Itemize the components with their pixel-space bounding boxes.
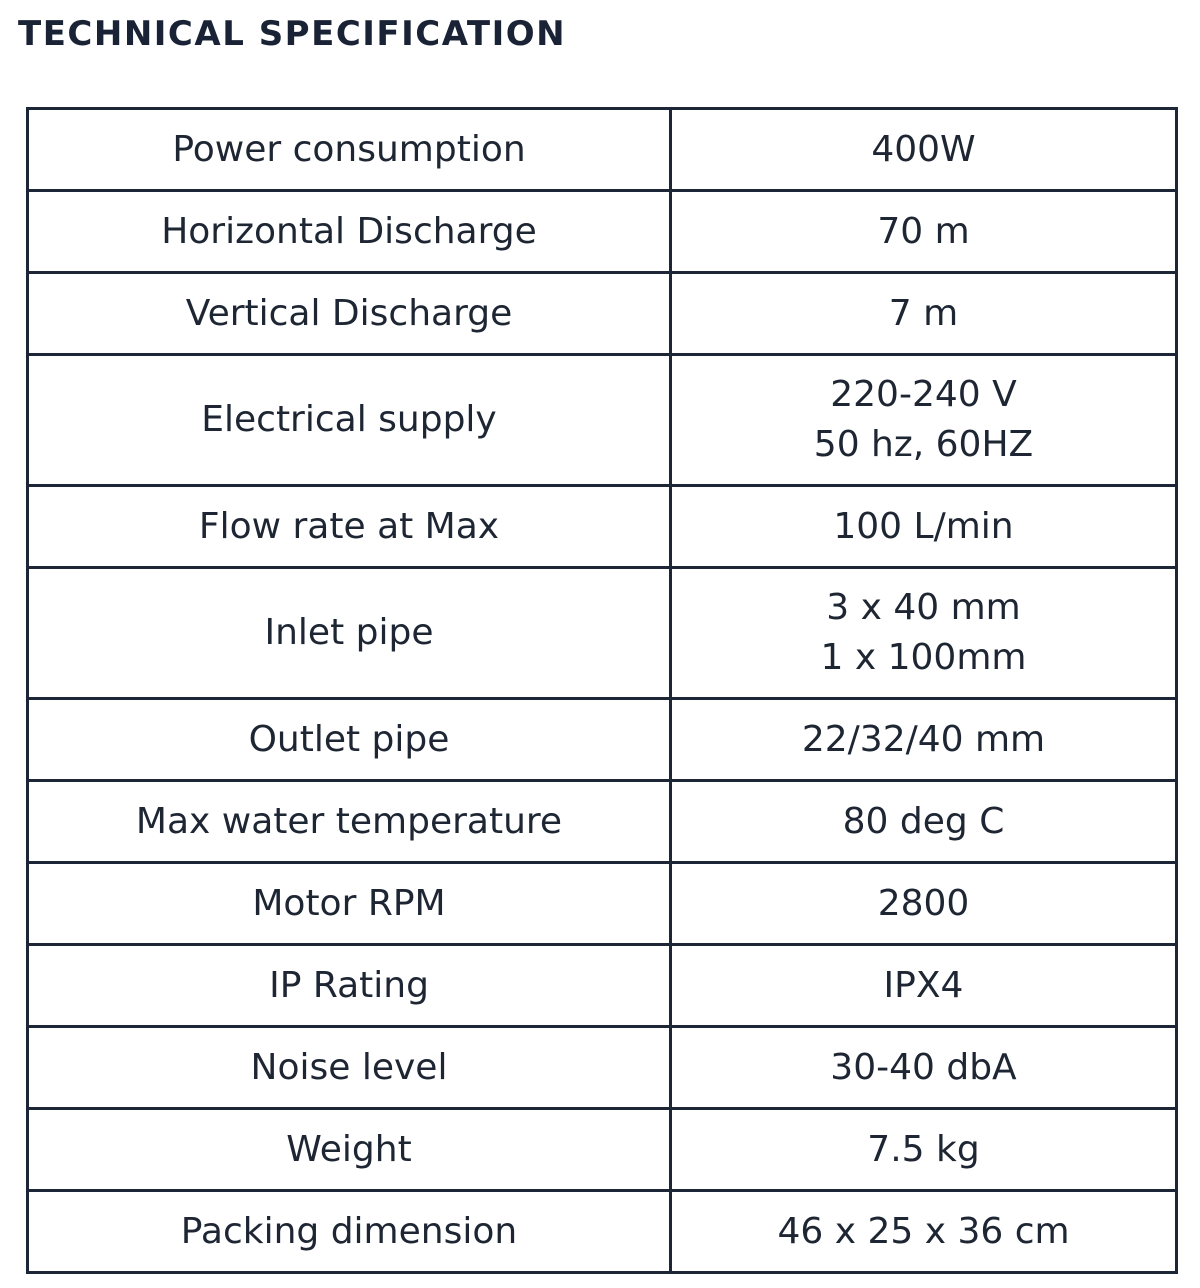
spec-value: 30-40 dbA [671,1027,1177,1109]
spec-value: 7 m [671,273,1177,355]
spec-row-max-water-temperature [28,781,1177,863]
spec-label: Inlet pipe [28,568,671,699]
spec-label: Max water temperature [28,781,671,863]
spec-value: 70 m [671,191,1177,273]
spec-row-power [28,109,1177,191]
spec-label: Vertical Discharge [28,273,671,355]
spec-value: IPX4 [671,945,1177,1027]
spec-label: Horizontal Discharge [28,191,671,273]
spec-value: 2800 [671,863,1177,945]
spec-row-outlet-pipe [28,699,1177,781]
spec-label: Noise level [28,1027,671,1109]
spec-label: Motor RPM [28,863,671,945]
spec-row-noise-level [28,1027,1177,1109]
spec-row-inlet-pipe [28,568,1177,699]
spec-row-horizontal-discharge [28,191,1177,273]
spec-value: 80 deg C [671,781,1177,863]
spec-row-motor-rpm [28,863,1177,945]
spec-value: 3 x 40 mm 1 x 100mm [671,568,1177,699]
spec-value: 400W [671,109,1177,191]
spec-label: Weight [28,1109,671,1191]
page-title: TECHNICAL SPECIFICATION [18,14,567,54]
spec-row-ip-rating [28,945,1177,1027]
spec-label: Packing dimension [28,1191,671,1273]
spec-row-packing-dimension [28,1191,1177,1273]
spec-row-weight [28,1109,1177,1191]
spec-value: 7.5 kg [671,1109,1177,1191]
spec-value: 46 x 25 x 36 cm [671,1191,1177,1273]
spec-label: Flow rate at Max [28,486,671,568]
spec-value: 220-240 V 50 hz, 60HZ [671,355,1177,486]
spec-value: 22/32/40 mm [671,699,1177,781]
spec-value: 100 L/min [671,486,1177,568]
spec-table [26,107,1178,1274]
spec-row-flow-rate [28,486,1177,568]
spec-label: Electrical supply [28,355,671,486]
spec-label: Outlet pipe [28,699,671,781]
spec-row-electrical-supply [28,355,1177,486]
spec-label: IP Rating [28,945,671,1027]
spec-row-vertical-discharge [28,273,1177,355]
spec-label: Power consumption [28,109,671,191]
